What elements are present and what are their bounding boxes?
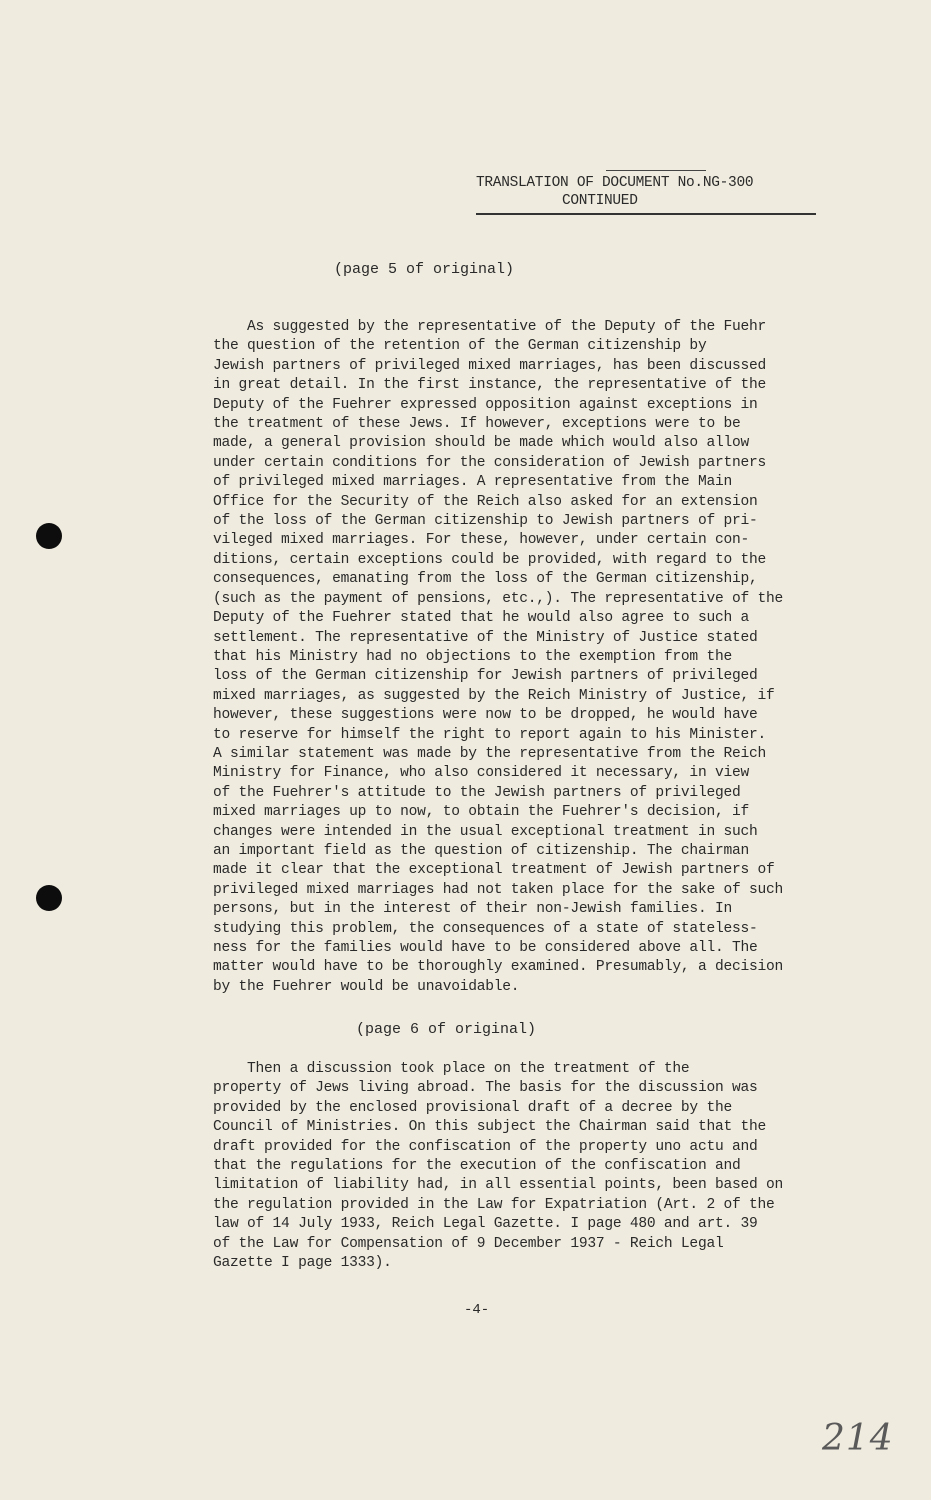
page-number: -4- bbox=[464, 1302, 490, 1318]
paragraph-line: mixed marriages up to now, to obtain the Fuehrer's decision, if bbox=[213, 804, 749, 821]
paragraph-line: under certain conditions for the consideration of Jewish partners bbox=[213, 454, 766, 471]
paragraph-line: of the Law for Compensation of 9 December 1937 - Reich Legal bbox=[213, 1235, 724, 1252]
paragraph-line: the treatment of these Jews. If however, exceptions were to be bbox=[213, 416, 741, 433]
paragraph-line: however, these suggestions were now to be dropped, he would have bbox=[213, 707, 758, 724]
header-continued: CONTINUED bbox=[562, 193, 638, 209]
paragraph-line: Office for the Security of the Reich also asked for an extension bbox=[213, 493, 758, 510]
paragraph-line: (such as the payment of pensions, etc.,). The representative of the bbox=[213, 590, 784, 607]
page-6-note: (page 6 of original) bbox=[356, 1021, 537, 1038]
document-header bbox=[476, 174, 816, 215]
paragraph-line: Deputy of the Fuehrer stated that he would also agree to such a bbox=[213, 610, 749, 627]
paragraph-line: by the Fuehrer would be unavoidable. bbox=[213, 978, 520, 995]
paragraph-line: provided by the enclosed provisional draft of a decree by the bbox=[213, 1099, 732, 1116]
paragraph-line: studying this problem, the consequences of a state of stateless- bbox=[213, 920, 758, 937]
paragraph-line: that his Ministry had no objections to the exemption from the bbox=[213, 648, 732, 665]
paragraph-line: Deputy of the Fuehrer expressed opposition against exceptions in bbox=[213, 396, 758, 413]
paragraph-line: As suggested by the representative of the Deputy of the Fuehr bbox=[213, 319, 766, 335]
paragraph-line: privileged mixed marriages had not taken place for the sake of such bbox=[213, 881, 784, 898]
paragraph-line: made it clear that the exceptional treatment of Jewish partners of bbox=[213, 862, 775, 879]
paragraph-line: A similar statement was made by the representative from the Reich bbox=[213, 745, 766, 762]
paragraph-line: made, a general provision should be made which would also allow bbox=[213, 435, 749, 452]
paragraph-line: settlement. The representative of the Ministry of Justice stated bbox=[213, 629, 758, 646]
paragraph-line: an important field as the question of citizenship. The chairman bbox=[213, 842, 749, 859]
paragraph-line: property of Jews living abroad. The basis for the discussion was bbox=[213, 1080, 758, 1097]
punch-hole-lower bbox=[36, 885, 62, 911]
paragraph-line: mixed marriages, as suggested by the Reich Ministry of Justice, if bbox=[213, 687, 775, 704]
paragraph-line: the regulation provided in the Law for Expatriation (Art. 2 of the bbox=[213, 1196, 775, 1213]
paragraph-line: law of 14 July 1933, Reich Legal Gazette. I page 480 and art. 39 bbox=[213, 1216, 758, 1233]
paragraph-property bbox=[213, 1060, 783, 1273]
paragraph-line: of the loss of the German citizenship to Jewish partners of pri- bbox=[213, 513, 758, 530]
paragraph-line: changes were intended in the usual exceptional treatment in such bbox=[213, 823, 758, 840]
paragraph-line: Jewish partners of privileged mixed marriages, has been discussed bbox=[213, 357, 766, 374]
paragraph-line: Then a discussion took place on the treatment of the bbox=[213, 1061, 690, 1077]
paragraph-line: of the Fuehrer's attitude to the Jewish partners of privileged bbox=[213, 784, 741, 801]
header-rule-bottom bbox=[476, 213, 816, 215]
handwritten-page-stamp: 214 bbox=[822, 1418, 894, 1459]
page-5-note: (page 5 of original) bbox=[334, 261, 515, 278]
paragraph-line: Council of Ministries. On this subject the Chairman said that the bbox=[213, 1119, 766, 1136]
paragraph-line: in great detail. In the first instance, the representative of the bbox=[213, 377, 766, 394]
paragraph-line: the question of the retention of the German citizenship by bbox=[213, 338, 707, 355]
paragraph-citizenship bbox=[213, 318, 783, 997]
paragraph-line: Gazette I page 1333). bbox=[213, 1255, 392, 1272]
paragraph-line: matter would have to be thoroughly examined. Presumably, a decision bbox=[213, 959, 784, 976]
paragraph-line: that the regulations for the execution of the confiscation and bbox=[213, 1158, 741, 1175]
paragraph-line: loss of the German citizenship for Jewish partners of privileged bbox=[213, 668, 758, 685]
punch-hole-upper bbox=[36, 523, 62, 549]
paragraph-line: limitation of liability had, in all essential points, been based on bbox=[213, 1177, 784, 1194]
header-rule-top bbox=[606, 170, 706, 171]
paragraph-line: to reserve for himself the right to report again to his Minister. bbox=[213, 726, 766, 743]
paragraph-line: ditions, certain exceptions could be provided, with regard to the bbox=[213, 551, 766, 568]
paragraph-line: ness for the families would have to be considered above all. The bbox=[213, 940, 758, 956]
paragraph-line: vileged mixed marriages. For these, however, under certain con- bbox=[213, 532, 749, 549]
paragraph-line: consequences, emanating from the loss of the German citizenship, bbox=[213, 571, 758, 588]
paragraph-line: persons, but in the interest of their non-Jewish families. In bbox=[213, 901, 732, 918]
paragraph-line: draft provided for the confiscation of the property uno actu and bbox=[213, 1138, 758, 1155]
paragraph-line: Ministry for Finance, who also considered it necessary, in view bbox=[213, 765, 749, 782]
header-title: TRANSLATION OF DOCUMENT No.NG-300 bbox=[476, 175, 754, 191]
paragraph-line: of privileged mixed marriages. A representative from the Main bbox=[213, 474, 732, 491]
